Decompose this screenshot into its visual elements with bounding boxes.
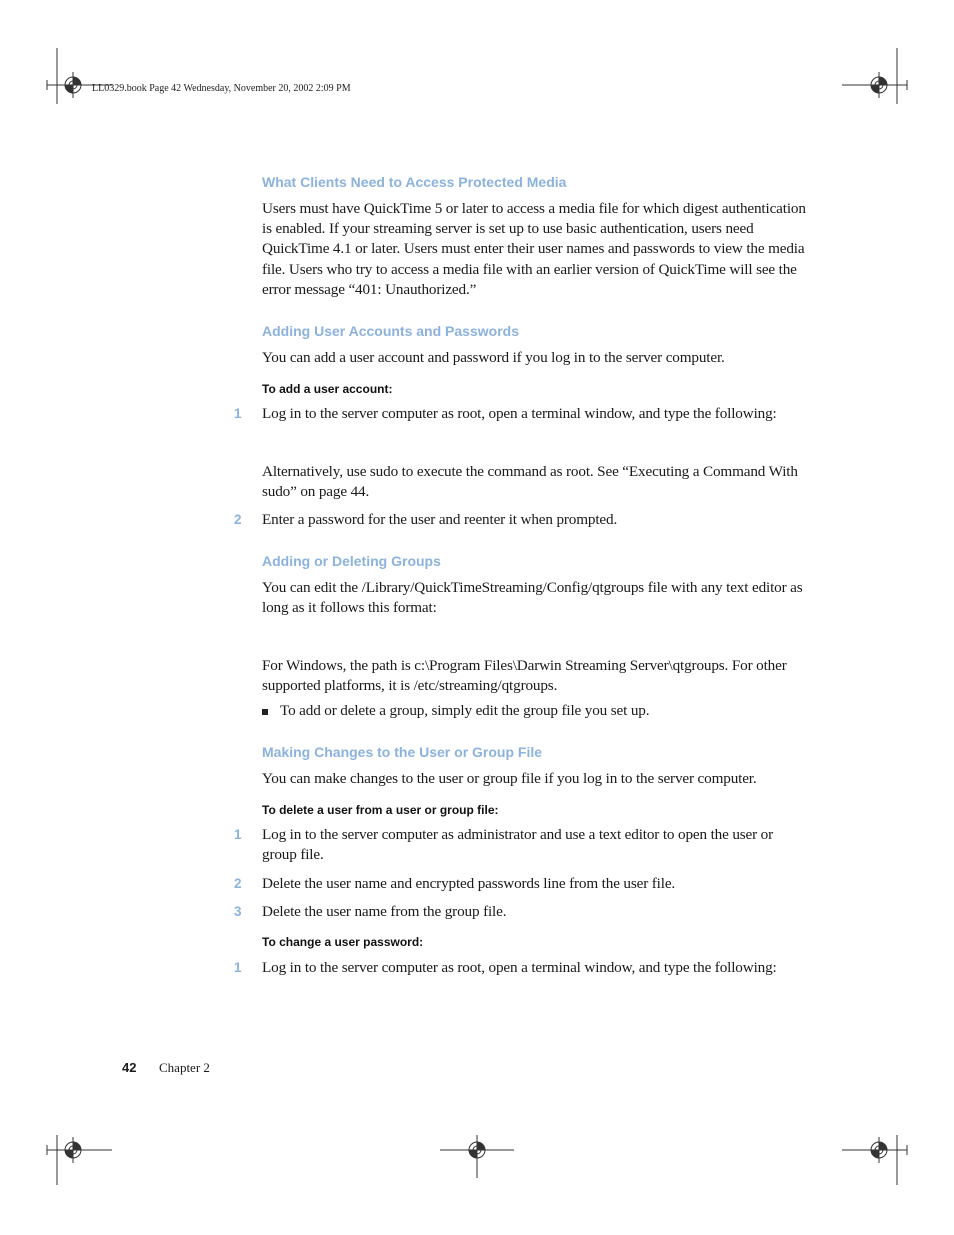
page-number: 42	[122, 1060, 137, 1075]
step-number: 2	[234, 512, 242, 527]
chapter-label: Chapter 2	[159, 1060, 210, 1075]
step-number: 3	[234, 904, 242, 919]
procedure-label-delete-user: To delete a user from a user or group file:	[262, 803, 499, 817]
procedure-label-change-password: To change a user password:	[262, 935, 424, 949]
paragraph-groups: You can edit the /Library/QuickTimeStreaming/Config/qtgroups file with any text editor as long as it follows this format:	[262, 579, 803, 617]
step-text: Delete the user name and encrypted passwords line from the user file.	[262, 875, 676, 892]
step-text: Log in to the server computer as administrator and use a text editor to open the user or group file.	[262, 826, 774, 864]
heading-adding-accounts: Adding User Accounts and Passwords	[262, 323, 519, 339]
heading-changes: Making Changes to the User or Group File	[262, 744, 543, 760]
paragraph-adding-accounts: You can add a user account and password if you log in to the server computer.	[262, 349, 725, 366]
step-text: Delete the user name from the group file.	[262, 903, 507, 920]
step-text: Log in to the server computer as root, open a terminal window, and type the following:	[262, 405, 777, 422]
step-text: Log in to the server computer as root, open a terminal window, and type the following:	[262, 959, 777, 976]
bullet-text: To add or delete a group, simply edit the group file you set up.	[280, 702, 650, 719]
procedure-label-add-account: To add a user account:	[262, 382, 393, 396]
step-number: 1	[234, 406, 242, 421]
paragraph-alternative: Alternatively, use sudo to execute the command as root. See “Executing a Command With sudo” on page 44.	[262, 463, 798, 501]
paragraph-windows-path: For Windows, the path is c:\Program Files\Darwin Streaming Server\qtgroups. For other supported platforms, it is /etc/streaming/qtgroups.	[262, 657, 787, 695]
step-number: 1	[234, 827, 242, 842]
paragraph-clients: Users must have QuickTime 5 or later to access a media file for which digest authentication is enabled. If your streaming server is set up to use basic authentication, users need QuickTime 4.1 or later. Users must enter their user names and passwords to view the media file. Users who try to access a media file with an earlier version of QuickTime will see the error message “401: Unauthorized.”	[262, 200, 806, 298]
step-number: 2	[234, 876, 242, 891]
print-slug: LL0329.book Page 42 Wednesday, November 20, 2002 2:09 PM	[92, 83, 351, 94]
bullet-icon	[262, 702, 271, 715]
heading-groups: Adding or Deleting Groups	[262, 553, 441, 569]
paragraph-changes: You can make changes to the user or group file if you log in to the server computer.	[262, 770, 757, 787]
step-number: 1	[234, 960, 242, 975]
heading-clients: What Clients Need to Access Protected Media	[262, 174, 567, 190]
step-text: Enter a password for the user and reenter it when prompted.	[262, 511, 618, 528]
